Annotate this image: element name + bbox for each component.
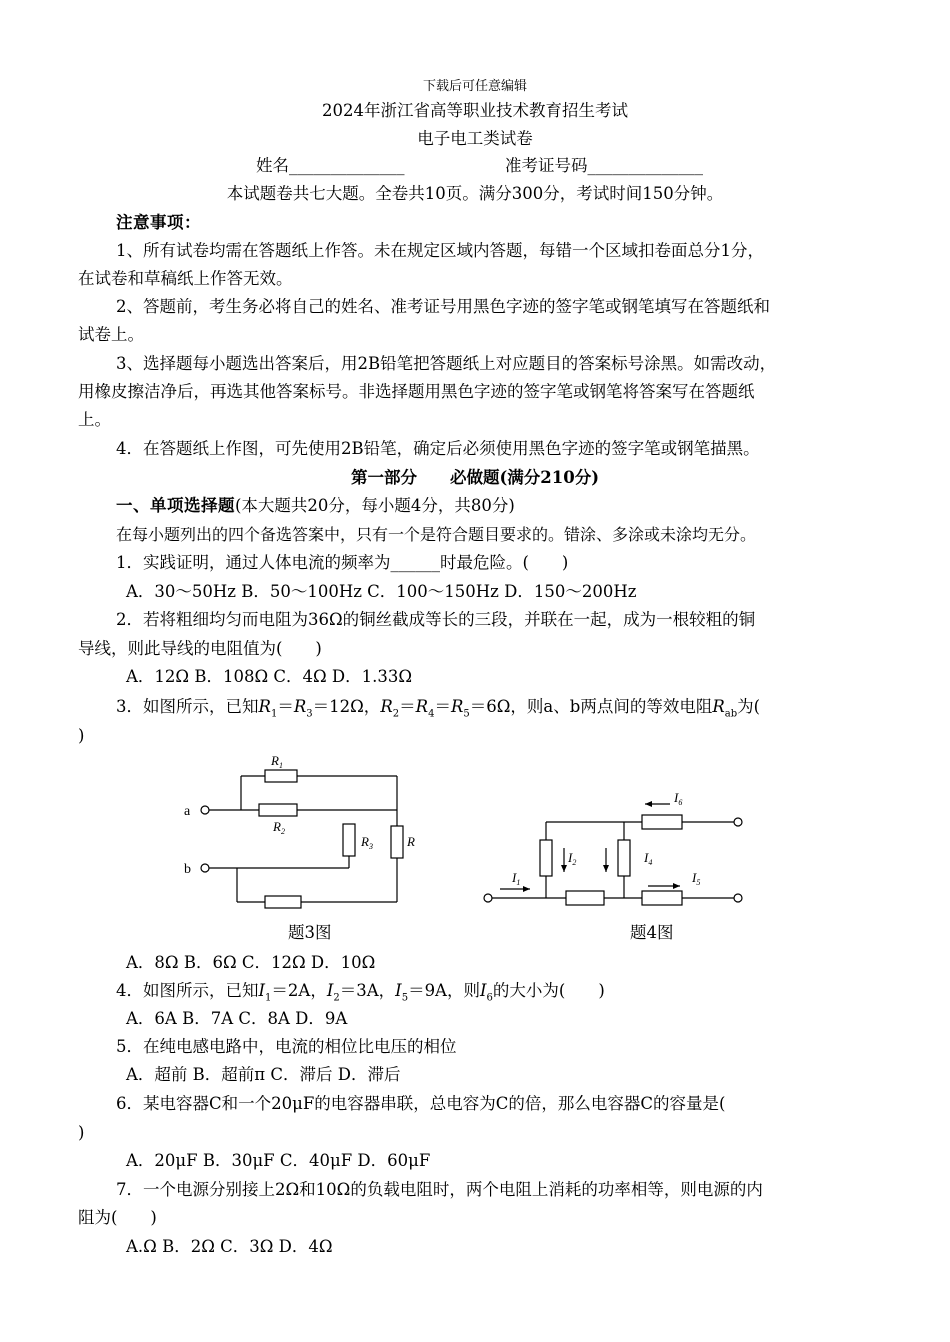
q3-options: A．8Ω B．6Ω C．12Ω D．10Ω — [126, 953, 376, 972]
id-field — [505, 155, 950, 177]
notice-1-line-2: 在试卷和草稿纸上作答无效。 — [78, 269, 293, 288]
fig4-label-i2: $I_2$ — [568, 850, 577, 867]
fig3-label-r1: $R_1$ — [271, 753, 283, 770]
q7-line-2: 阻为( ) — [78, 1208, 157, 1227]
section1-header — [116, 495, 916, 517]
q4-options: A．6A B．7A C．8A D．9A — [126, 1009, 348, 1028]
q7-line-1: 7．一个电源分别接上2Ω和10Ω的负载电阻时，两个电阻上消耗的功率相等，则电源的内 — [116, 1180, 763, 1199]
notice-heading: 注意事项： — [116, 213, 201, 232]
name-label: 姓名 — [256, 156, 289, 175]
q4-text: 4．如图所示，已知$I_1=2A$，$I_2=3A$，$I_5=9A$，则$I_6$的大小为( ) — [116, 981, 605, 1004]
figure-3-circuit — [175, 748, 435, 918]
notice-2-line-2: 试卷上。 — [78, 325, 144, 344]
exam-subtitle: 电子电工类试卷 — [417, 129, 533, 148]
exam-title: 2024年浙江省高等职业技术教育招生考试 — [322, 101, 628, 120]
fig4-label-i4: $I_4$ — [644, 850, 653, 867]
notice-3-line-2: 用橡皮擦洁净后，再选其他答案标号。非选择题用黑色字迹的签字笔或钢笔将答案写在答题纸 — [78, 382, 755, 401]
fig4-label-i1: $I_1$ — [512, 870, 521, 887]
notice-4-line-1: 4．在答题纸上作图，可先使用2B铅笔，确定后必须使用黑色字迹的签字笔或钢笔描黑。 — [116, 439, 760, 458]
q1-text: 1．实践证明，通过人体电流的频率为______时最危险。( ) — [116, 553, 569, 572]
q6-line-1: 6．某电容器C和一个20μF的电容器串联，总电容为C的倍，那么电容器C的容量是( — [116, 1094, 726, 1113]
q6-line-2: ) — [78, 1123, 85, 1142]
section1-instruction: 在每小题列出的四个备选答案中，只有一个是符合题目要求的。错涂、多涂或未涂均无分。 — [116, 525, 757, 544]
notice-3-line-3: 上。 — [78, 410, 111, 429]
download-note: 下载后可任意编辑 — [422, 79, 527, 94]
q5-options: A．超前 B．超前π C．滞后 D．滞后 — [126, 1065, 401, 1084]
fig3-label-r: R — [407, 834, 415, 849]
section1-title: 一、单项选择题 — [116, 496, 235, 515]
q3-line-2: ) — [78, 726, 85, 745]
fig3-label-a: a — [184, 804, 191, 819]
q2-line-1: 2．若将粗细均匀而电阻为36Ω的铜丝截成等长的三段，并联在一起，成为一根较粗的铜 — [116, 610, 756, 629]
q7-options: A.Ω B．2Ω C．3Ω D．4Ω — [126, 1237, 333, 1256]
q6-options: A．20μF B．30μF C．40μF D．60μF — [126, 1151, 431, 1170]
q1-options: A．30～50Hz B．50～100Hz C．100～150Hz D．150～200Hz — [126, 582, 637, 601]
fig3-label-b: b — [184, 862, 191, 877]
fig3-label-r3: $R_3$ — [361, 834, 373, 851]
q5-text: 5．在纯电感电路中，电流的相位比电压的相位 — [116, 1037, 457, 1056]
id-blank: ______________ — [587, 156, 703, 175]
notice-3-line-1: 3、选择题每小题选出答案后，用2B铅笔把答题纸上对应题目的答案标号涂黑。如需改动， — [116, 354, 777, 373]
section1-info: (本大题共20分，每小题4分，共80分) — [235, 496, 515, 515]
id-label: 准考证号码 — [505, 156, 588, 175]
q2-options: A．12Ω B．108Ω C．4Ω D．1.33Ω — [126, 667, 413, 686]
part1-title: 第一部分 必做题(满分210分) — [350, 468, 600, 487]
figure-3-caption: 题3图 — [288, 923, 332, 942]
notice-1-line-1: 1、所有试卷均需在答题纸上作答。未在规定区域内答题，每错一个区域扣卷面总分1分， — [116, 241, 764, 260]
name-blank: ______________ — [289, 156, 405, 175]
figure-4-caption: 题4图 — [630, 923, 674, 942]
q2-line-2: 导线，则此导线的电阻值为( ) — [78, 639, 322, 658]
exam-intro: 本试题卷共七大题。全卷共10页。满分300分，考试时间150分钟。 — [226, 184, 724, 203]
fig4-label-i6: $I_6$ — [674, 790, 683, 807]
q3-line-1: 3．如图所示，已知$R_1=R_3=12\Omega$，$R_2=R_4=R_5=6\Omega$，则a、b两点间的等效电阻$R_{ab}$为( — [116, 697, 761, 720]
figure-4-circuit — [480, 782, 750, 912]
notice-2-line-1: 2、答题前，考生务必将自己的姓名、准考证号用黑色字迹的签字笔或钢笔填写在答题纸和 — [116, 297, 770, 316]
fig4-label-i5: $I_5$ — [692, 870, 701, 887]
fig3-label-r2: $R_2$ — [273, 819, 285, 836]
